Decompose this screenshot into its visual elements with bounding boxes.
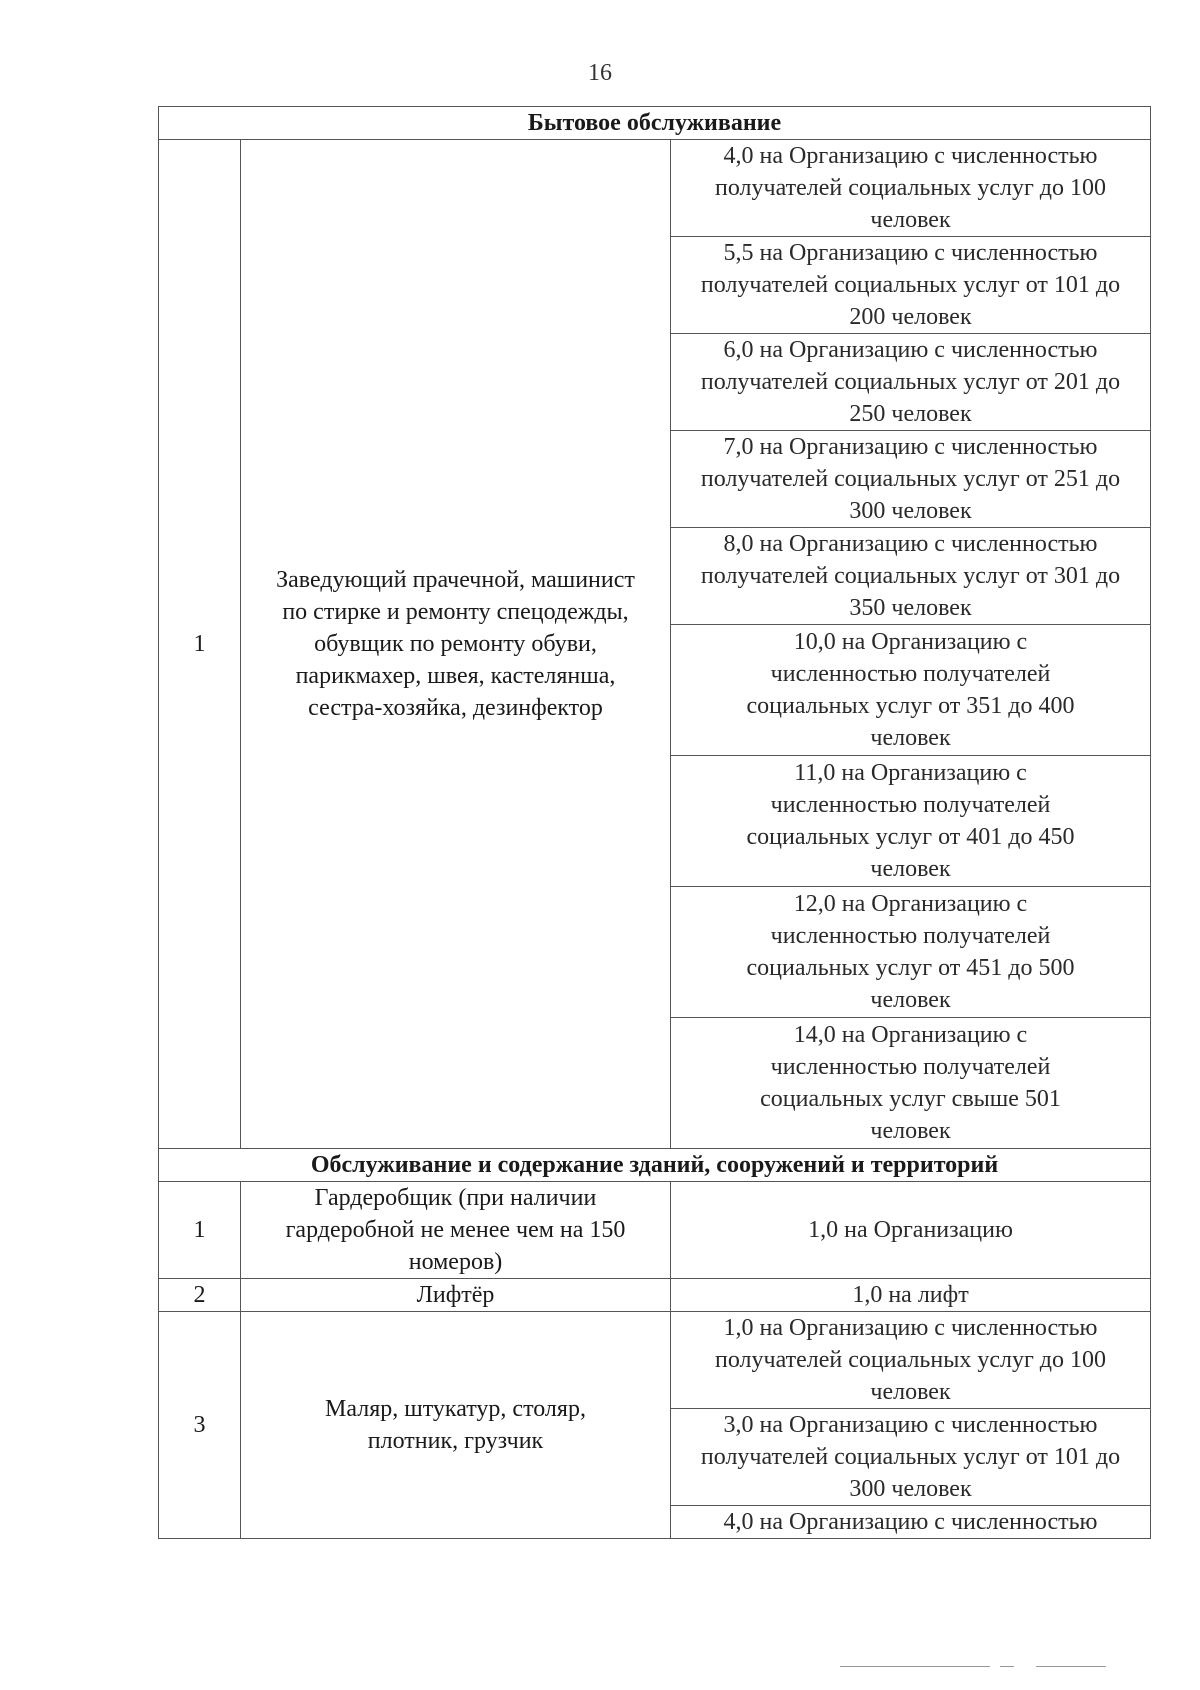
norm-cell: 1,0 на Организацию с численностью получателей социальных услуг до 100 человек: [671, 1312, 1151, 1409]
row-number: 1: [159, 140, 241, 1149]
position-cell: Заведующий прачечной, машинист по стирке и ремонту спецодежды, обувщик по ремонту обуви, парикмахер, швея, кастелянша, сестра-хозяйка, дезинфектор: [241, 140, 671, 1149]
scan-mark-line: [1000, 1666, 1014, 1668]
norm-cell: 11,0 на Организацию с численностью получателей социальных услуг от 401 до 450 человек: [671, 756, 1151, 887]
norm-cell: 7,0 на Организацию с численностью получателей социальных услуг от 251 до 300 человек: [671, 431, 1151, 528]
section-title: Обслуживание и содержание зданий, сооружений и территорий: [159, 1149, 1151, 1182]
table-row: [159, 1182, 1151, 1279]
table-row: [159, 1279, 1151, 1312]
norm-cell: 8,0 на Организацию с численностью получателей социальных услуг от 301 до 350 человек: [671, 528, 1151, 625]
row-number: 2: [159, 1279, 241, 1312]
section-header-row: [159, 1149, 1151, 1182]
norm-cell: 1,0 на Организацию: [671, 1182, 1151, 1279]
table-row: [159, 1312, 1151, 1409]
section-header-row: [159, 107, 1151, 140]
staffing-norms-table: [158, 106, 1151, 1539]
row-number: 3: [159, 1312, 241, 1539]
norm-cell: 1,0 на лифт: [671, 1279, 1151, 1312]
norm-cell: 4,0 на Организацию с численностью получателей социальных услуг до 100 человек: [671, 140, 1151, 237]
norm-cell: 4,0 на Организацию с численностью: [671, 1506, 1151, 1539]
norm-cell: 10,0 на Организацию с численностью получателей социальных услуг от 351 до 400 человек: [671, 625, 1151, 756]
norm-cell: 5,5 на Организацию с численностью получателей социальных услуг от 101 до 200 человек: [671, 237, 1151, 334]
row-number: 1: [159, 1182, 241, 1279]
scan-mark-line: [1036, 1666, 1106, 1668]
position-cell: Маляр, штукатур, столяр, плотник, грузчик: [241, 1312, 671, 1539]
table-row: [159, 140, 1151, 237]
norm-cell: 6,0 на Организацию с численностью получателей социальных услуг от 201 до 250 человек: [671, 334, 1151, 431]
norm-cell: 12,0 на Организацию с численностью получателей социальных услуг от 451 до 500 человек: [671, 887, 1151, 1018]
section-title: Бытовое обслуживание: [159, 107, 1151, 140]
norm-cell: 14,0 на Организацию с численностью получателей социальных услуг свыше 501 человек: [671, 1018, 1151, 1149]
norm-cell: 3,0 на Организацию с численностью получателей социальных услуг от 101 до 300 человек: [671, 1409, 1151, 1506]
page-number: 16: [588, 60, 612, 86]
position-cell: Гардеробщик (при наличии гардеробной не менее чем на 150 номеров): [241, 1182, 671, 1279]
scan-mark-line: [840, 1666, 990, 1668]
position-cell: Лифтёр: [241, 1279, 671, 1312]
